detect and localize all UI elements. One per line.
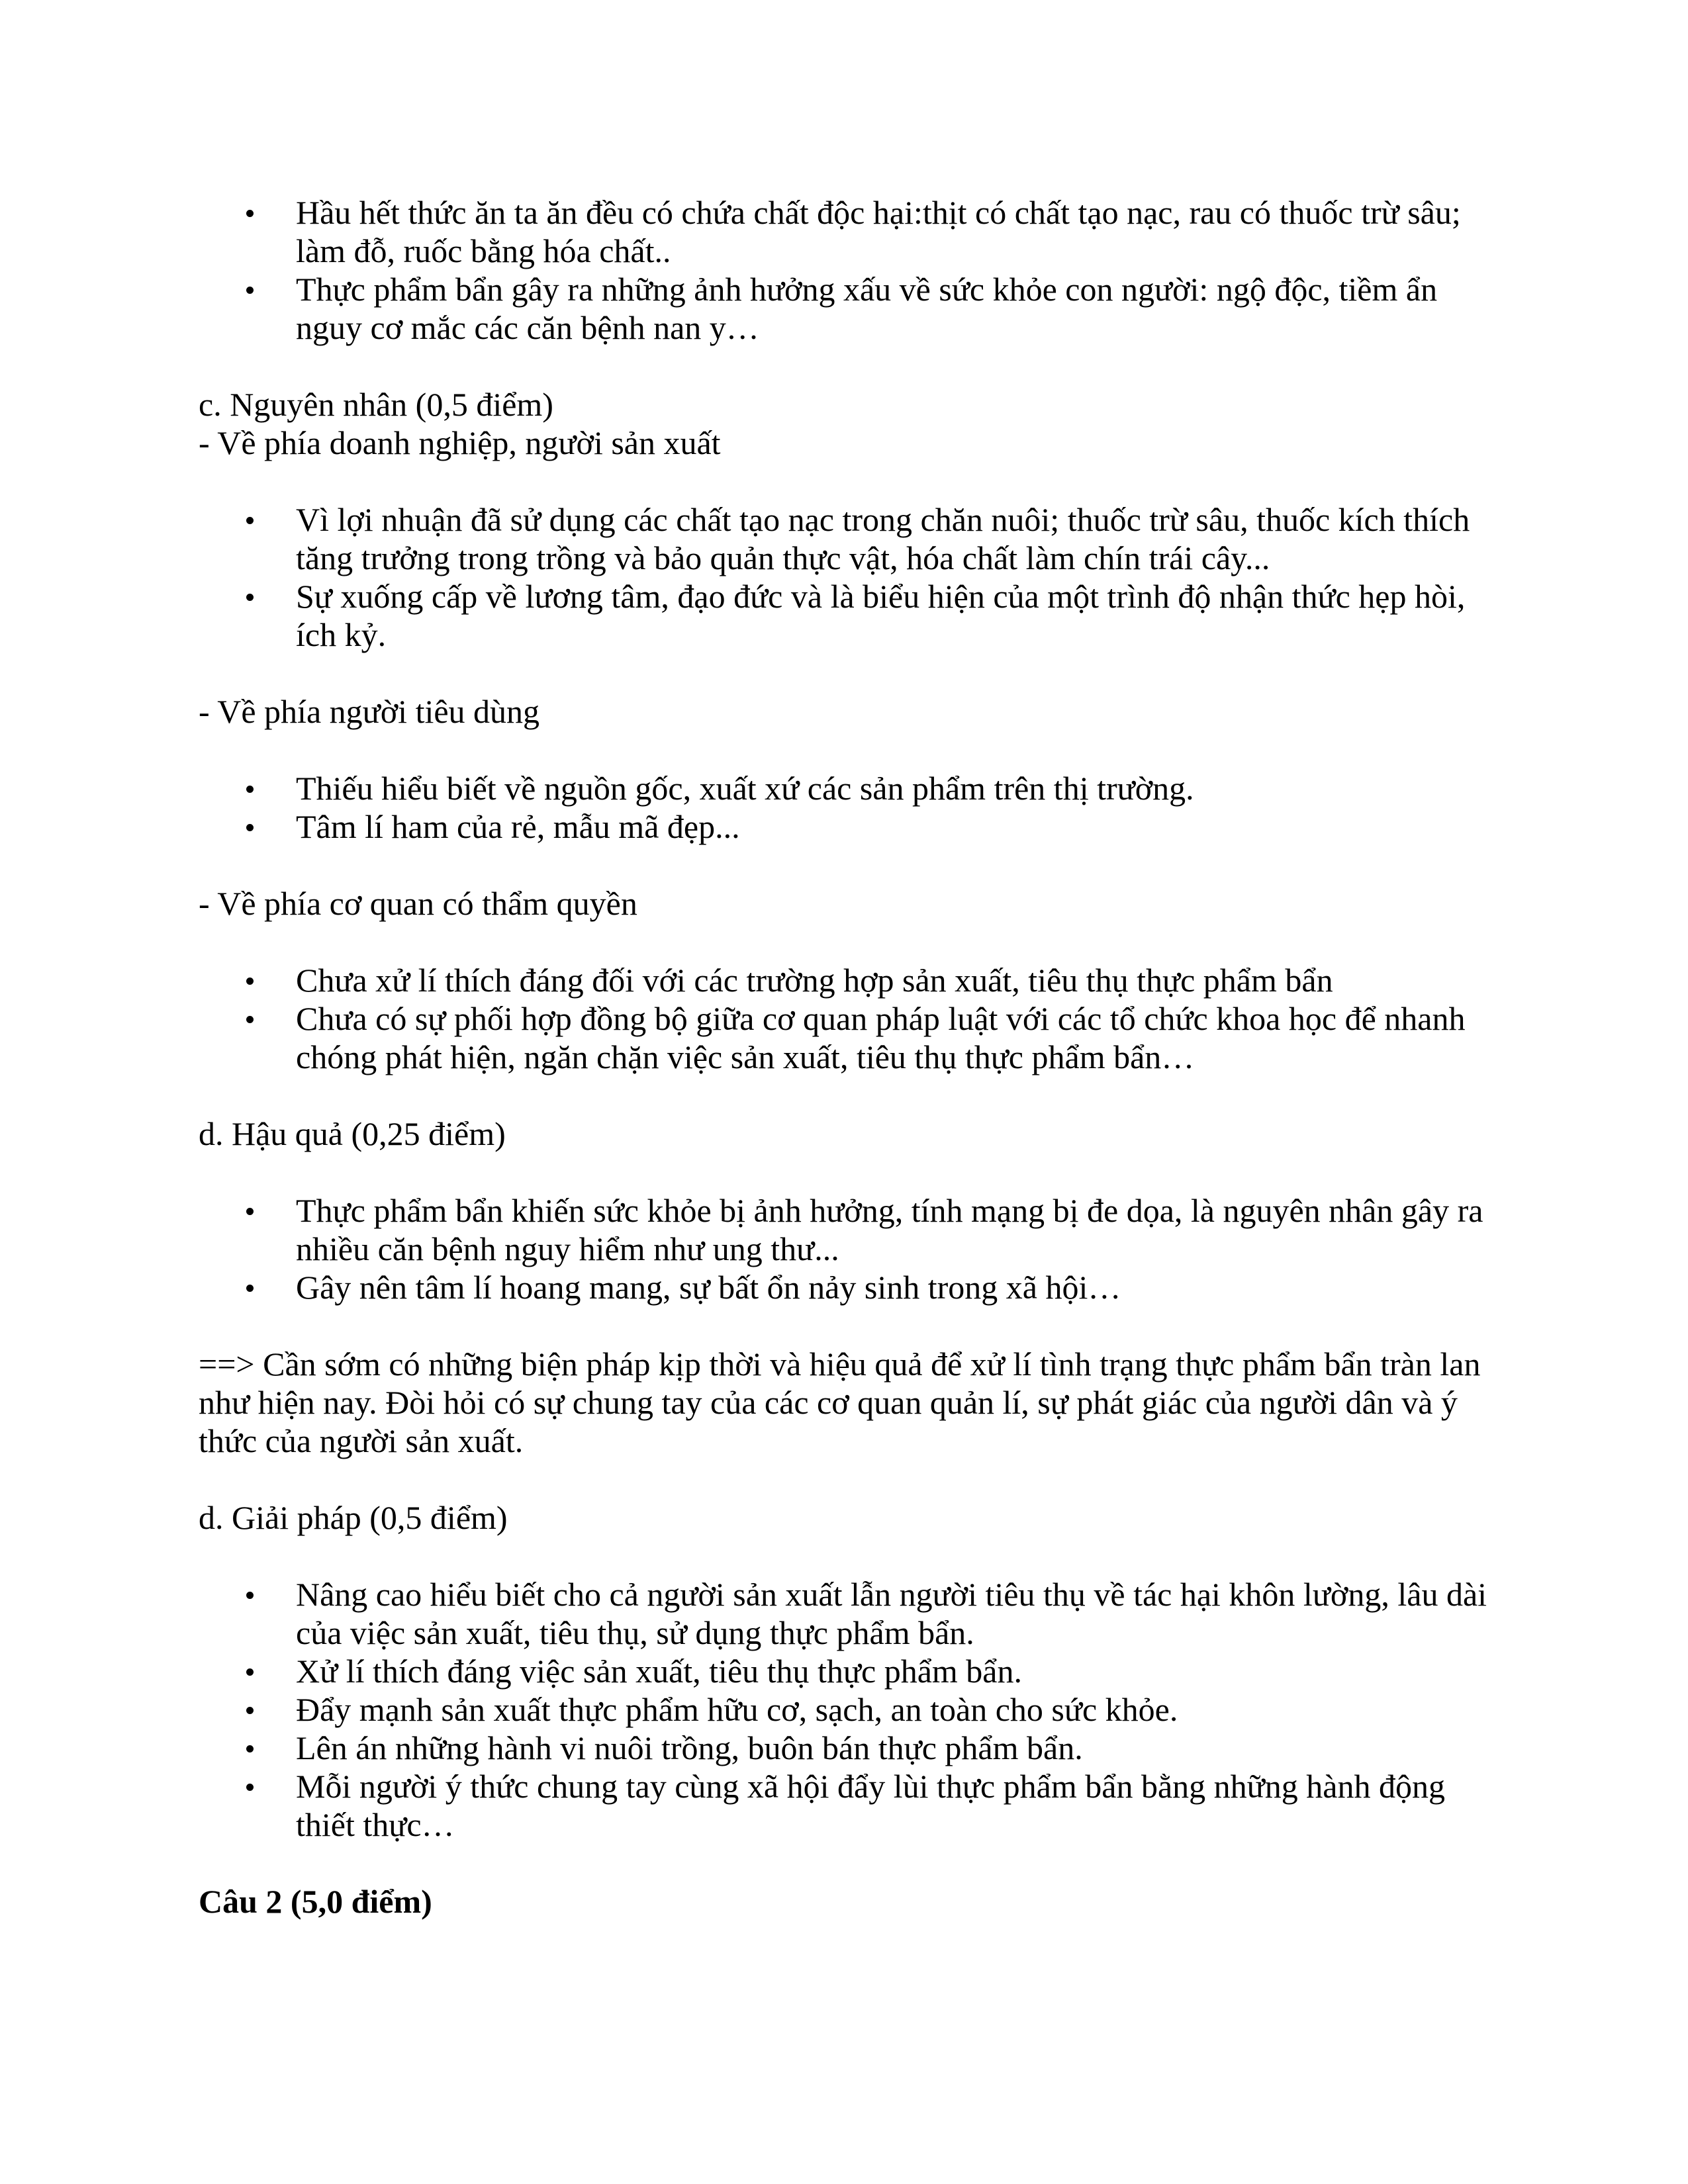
list-item-text: Vì lợi nhuận đã sử dụng các chất tạo nạc trong chăn nuôi; thuốc trừ sâu, thuốc kích thích tăng trưởng trong trồng và bảo quản thực vật, hóa chất làm chín trái cây...: [296, 501, 1470, 576]
list-item-text: Gây nên tâm lí hoang mang, sự bất ổn nảy sinh trong xã hội…: [296, 1269, 1121, 1306]
bullet-icon: [246, 1285, 254, 1292]
bullet-icon: [246, 517, 254, 524]
producers-label: - Về phía doanh nghiệp, người sản xuất: [199, 424, 721, 461]
bullet-icon: [246, 1745, 254, 1752]
list-item-text: Tâm lí ham của rẻ, mẫu mã đẹp...: [296, 808, 740, 845]
consumers-list: [199, 769, 1496, 846]
list-item: [199, 577, 1496, 654]
list-item: [199, 807, 1496, 846]
list-item: [199, 1575, 1496, 1652]
list-item-text: Lên án những hành vi nuôi trồng, buôn bán thực phẩm bẩn.: [296, 1729, 1083, 1766]
list-item-text: Hầu hết thức ăn ta ăn đều có chứa chất độc hại:thịt có chất tạo nạc, rau có thuốc trừ sâu; làm đỗ, ruốc bằng hóa chất..: [296, 194, 1461, 269]
bullet-icon: [246, 1592, 254, 1599]
producers-list: [199, 500, 1496, 654]
conclusion-paragraph: ==> Cần sớm có những biện pháp kịp thời và hiệu quả để xử lí tình trạng thực phẩm bẩn tràn lan như hiện nay. Đòi hỏi có sự chung tay của các cơ quan quản lí, sự phát giác của người dân và ý thức của người sản xuất.: [199, 1345, 1481, 1459]
list-item-text: Thực phẩm bẩn khiến sức khỏe bị ảnh hưởng, tính mạng bị đe dọa, là nguyên nhân gây ra nhiều căn bệnh nguy hiểm như ung thư...: [296, 1192, 1483, 1267]
bullet-icon: [246, 1668, 254, 1676]
question-2-heading: Câu 2 (5,0 điểm): [199, 1883, 432, 1920]
document-page: [199, 193, 1496, 1921]
bullet-icon: [246, 978, 254, 985]
list-item-text: Mỗi người ý thức chung tay cùng xã hội đẩy lùi thực phẩm bẩn bằng những hành động thiết thực…: [296, 1768, 1445, 1843]
authorities-label: - Về phía cơ quan có thẩm quyền: [199, 885, 637, 922]
list-item: [199, 769, 1496, 807]
consequences-heading: d. Hậu quả (0,25 điểm): [199, 1115, 506, 1152]
bullet-icon: [246, 1784, 254, 1791]
bullet-icon: [246, 287, 254, 294]
solutions-list: [199, 1575, 1496, 1844]
list-item: [199, 270, 1496, 347]
causes-heading: c. Nguyên nhân (0,5 điểm): [199, 386, 553, 423]
bullet-icon: [246, 1208, 254, 1215]
list-item: [199, 500, 1496, 577]
authorities-list: [199, 961, 1496, 1076]
list-item: [199, 1191, 1496, 1268]
list-item-text: Nâng cao hiểu biết cho cả người sản xuất lẫn người tiêu thụ về tác hại khôn lường, lâu dài của việc sản xuất, tiêu thụ, sử dụng thực phẩm bẩn.: [296, 1576, 1487, 1651]
consequences-list: [199, 1191, 1496, 1306]
solutions-heading: d. Giải pháp (0,5 điểm): [199, 1499, 508, 1536]
list-item-text: Chưa xử lí thích đáng đối với các trường hợp sản xuất, tiêu thụ thực phẩm bẩn: [296, 962, 1333, 999]
list-item: [199, 1767, 1496, 1844]
bullet-icon: [246, 594, 254, 601]
list-item-text: Thực phẩm bẩn gây ra những ảnh hưởng xấu về sức khỏe con người: ngộ độc, tiềm ẩn nguy cơ mắc các căn bệnh nan y…: [296, 271, 1438, 346]
list-item: [199, 961, 1496, 999]
list-item-text: Thiếu hiểu biết về nguồn gốc, xuất xứ các sản phẩm trên thị trường.: [296, 770, 1194, 807]
list-item: [199, 1729, 1496, 1767]
list-item: [199, 1690, 1496, 1729]
bullet-icon: [246, 786, 254, 793]
effects-list: [199, 193, 1496, 347]
list-item-text: Xử lí thích đáng việc sản xuất, tiêu thụ thực phẩm bẩn.: [296, 1653, 1022, 1690]
list-item-text: Đẩy mạnh sản xuất thực phẩm hữu cơ, sạch, an toàn cho sức khỏe.: [296, 1691, 1178, 1728]
consumers-label: - Về phía người tiêu dùng: [199, 693, 540, 730]
bullet-icon: [246, 1707, 254, 1714]
list-item: [199, 193, 1496, 270]
list-item: [199, 1652, 1496, 1690]
list-item: [199, 1268, 1496, 1306]
list-item: [199, 999, 1496, 1076]
bullet-icon: [246, 1016, 254, 1023]
bullet-icon: [246, 824, 254, 831]
list-item-text: Chưa có sự phối hợp đồng bộ giữa cơ quan pháp luật với các tổ chức khoa học để nhanh chóng phát hiện, ngăn chặn việc sản xuất, tiêu thụ thực phẩm bẩn…: [296, 1000, 1466, 1075]
bullet-icon: [246, 210, 254, 217]
list-item-text: Sự xuống cấp về lương tâm, đạo đức và là biểu hiện của một trình độ nhận thức hẹp hòi, ích kỷ.: [296, 578, 1466, 653]
